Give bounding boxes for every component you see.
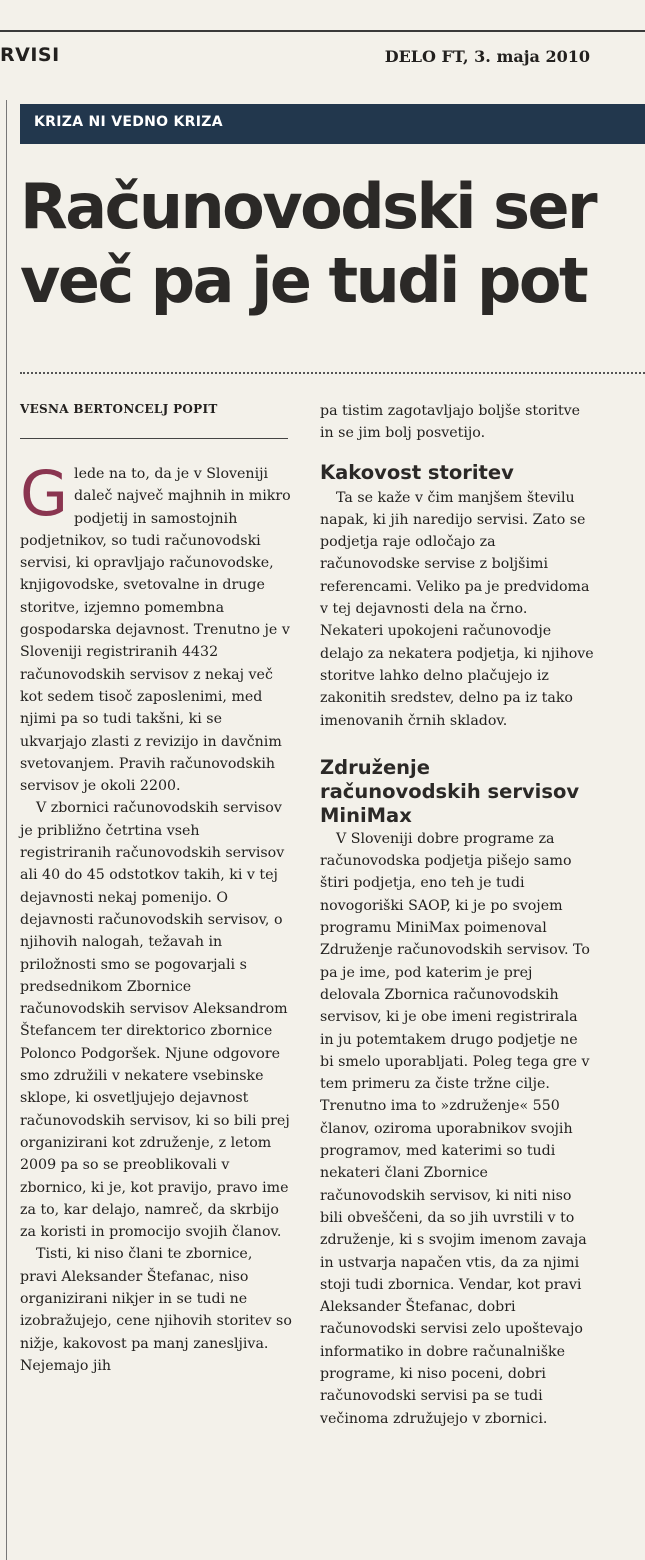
subheading-minimax: Združenje računovodskih servisov MiniMax bbox=[320, 755, 580, 827]
paragraph bbox=[20, 457, 292, 797]
article-column-2 bbox=[320, 400, 595, 1430]
kicker-banner bbox=[20, 104, 645, 144]
paragraph-text: lede na to, da je v Sloveniji daleč največ majhnih in mikro podjetij in samostojnih podjetnikov, so tudi računovodski servisi, ki opravljajo računovodske, knjigovodske, svetovalne in druge storitve, izjemno pomembna gospodarska dejavnost. Trenutno je v Sloveniji registriranih 4432 računovodskih servisov z nekaj več kot sedem tisoč zaposlenimi, med njimi pa so tudi takšni, ki se ukvarjajo zlasti z revizijo in davčnim svetovanjem. Pravih računovodskih servisov je okoli 2200. bbox=[20, 466, 291, 795]
article-column-1 bbox=[20, 457, 292, 1377]
dotted-divider bbox=[20, 372, 645, 374]
column-divider bbox=[6, 100, 7, 1560]
dateline: DELO FT, 3. maja 2010 bbox=[384, 47, 590, 66]
byline: VESNA BERTONCELJ POPIT bbox=[20, 402, 218, 416]
drop-cap: G bbox=[20, 457, 69, 530]
headline-line-1: Računovodski ser bbox=[20, 170, 596, 243]
headline bbox=[20, 170, 645, 318]
kicker-label: KRIZA NI VEDNO KRIZA bbox=[34, 114, 223, 130]
headline-line-2: več pa je tudi pot bbox=[20, 244, 587, 317]
section-title: RVISI bbox=[0, 44, 60, 66]
paragraph: V zbornici računovodskih servisov je približno četrtina vseh registriranih računovodskih servisov ali 40 do 45 odstotkov takih, ki v tej dejavnosti nekaj pomenijo. O dejavnosti računovodskih servisov, o njihovih nalogah, težavah in priložnosti smo se pogovarjali s predsednikom Zbornice računovodskih servisov Aleksandrom Štefancem ter direktorico zbornice Polonco Podgoršek. Njune odgovore smo združili v nekatere vsebinske sklope, ki osvetljujejo dejavnost računovodskih servisov, ki so bili prej organizirani kot združenje, z letom 2009 pa so se preoblikovali v zbornico, ki je, kot pravijo, pravo ime za to, kar delajo, namreč, da skrbijo za koristi in promocijo svojih članov. bbox=[20, 800, 290, 1241]
paragraph: V Sloveniji dobre programe za računovodska podjetja pišejo samo štiri podjetja, eno teh je tudi novogoriški SAOP, ki je po svojem programu MiniMax poimenoval Združenje računovodskih servisov. To pa je ime, pod katerim je prej delovala Zbornica računovodskih servisov, ki je obe imeni registrirala in ju potemtakem drugo podjetje ne bi smelo uporabljati. Poleg tega gre v tem primeru za čiste tržne cilje. Trenutno ima to »združenje« 550 članov, oziroma uporabnikov svojih programov, med katerimi so tudi nekateri člani Zbornice računovodskih servisov, ki niti niso bili obveščeni, da so jih uvrstili v to združenje, ki s svojim imenom zavaja in ustvarja napačen vtis, da za njimi stoji tudi zbornica. Vendar, kot pravi Aleksander Štefanac, dobri računovodski servisi zelo upoštevajo informatiko in dobre računalniške programe, ki niso poceni, dobri računovodski servisi pa se tudi večinoma združujejo v zbornici. bbox=[320, 830, 590, 1427]
paragraph: Ta se kaže v čim manjšem številu napak, ki jih naredijo servisi. Zato se podjetja raje odločajo za računovodske servise z boljšimi referencami. Veliko pa je predvidoma v tej dejavnosti dela na črno. Nekateri upokojeni računovodje delajo za nekatera podjetja, ki njihove storitve lahko delno plačujejo iz zakonitih sredstev, delno pa iz tako imenovanih črnih skladov. bbox=[320, 489, 594, 729]
paragraph: Tisti, ki niso člani te zbornice, pravi Aleksander Štefanac, niso organizirani nikjer in se tudi ne izobražujejo, cene njihovih storitev so nižje, kakovost pa manj zanesljiva. Nejemajo jih bbox=[20, 1246, 292, 1374]
header-rule bbox=[0, 30, 645, 32]
byline-rule bbox=[20, 438, 288, 439]
paragraph: pa tistim zagotavljajo boljše storitve in se jim bolj posvetijo. bbox=[320, 403, 581, 442]
subheading-quality: Kakovost storitev bbox=[320, 460, 514, 484]
